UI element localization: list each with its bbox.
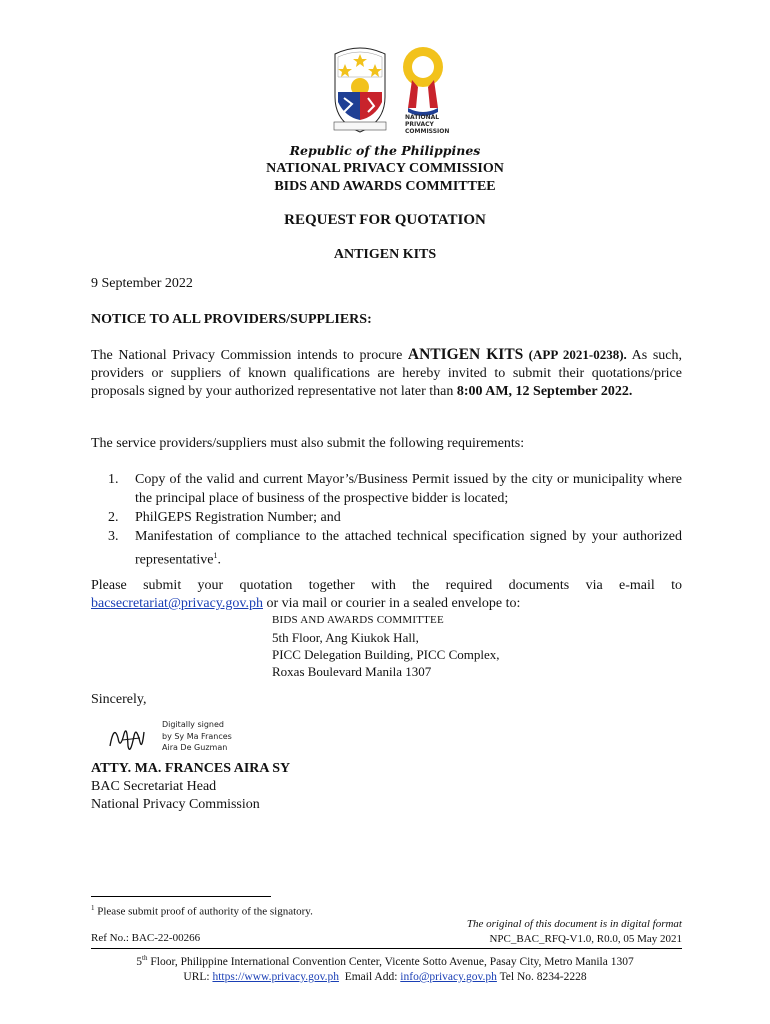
digital-signature-line: Aira De Guzman bbox=[162, 743, 228, 752]
footer-url-label: URL: bbox=[183, 970, 213, 983]
document-version-info bbox=[467, 917, 682, 947]
footnote-reference[interactable]: 1 bbox=[213, 551, 218, 560]
agency-heading bbox=[0, 160, 770, 196]
intro-item: ANTIGEN KITS bbox=[407, 346, 524, 363]
list-text-with-footnote bbox=[135, 527, 682, 570]
intro-app-number: (APP 2021-0238). bbox=[523, 347, 627, 362]
signatory-name: ATTY. MA. FRANCES AIRA SY bbox=[91, 761, 291, 776]
requirements-intro: The service providers/suppliers must also submit the following requirements: bbox=[91, 436, 525, 451]
footnote-text: Please submit proof of authority of the signatory. bbox=[94, 905, 313, 918]
list-number: 1. bbox=[108, 472, 119, 487]
intro-text: The National Privacy Commission intends to procure bbox=[91, 348, 408, 363]
address-line: PICC Delegation Building, PICC Complex, bbox=[272, 647, 500, 662]
intro-deadline: 8:00 AM, 12 September 2022. bbox=[456, 384, 633, 399]
list-text-end: . bbox=[217, 552, 222, 568]
list-number: 3. bbox=[108, 529, 119, 544]
notice-heading: NOTICE TO ALL PROVIDERS/SUPPLIERS: bbox=[91, 312, 372, 327]
requirements-list bbox=[108, 470, 682, 570]
list-text: Copy of the valid and current Mayor’s/Business Permit issued by the city or municipality where the principal place of business of the prospective bidder is located; bbox=[135, 472, 682, 506]
republic-heading: Republic of the Philippines bbox=[289, 143, 481, 158]
list-text: Manifestation of compliance to the attached technical specification signed by your authorized representative bbox=[135, 529, 682, 568]
digital-signature-stamp bbox=[162, 719, 232, 754]
list-text: PhilGEPS Registration Number; and bbox=[135, 510, 341, 525]
agency-name: NATIONAL PRIVACY COMMISSION bbox=[266, 161, 504, 176]
closing-salutation: Sincerely, bbox=[91, 692, 147, 707]
footer-address-text: Floor, Philippine International Convention Center, Vicente Sotto Avenue, Pasay City, Metro Manila 1307 bbox=[147, 955, 634, 968]
footer-divider bbox=[91, 948, 682, 949]
list-item bbox=[108, 527, 682, 570]
mailing-address bbox=[272, 612, 500, 680]
address-line: BIDS AND AWARDS COMMITTEE bbox=[272, 614, 444, 626]
footer-email-label: Email Add: bbox=[338, 970, 401, 983]
footer-address bbox=[0, 951, 770, 970]
npc-logo-line: PRIVACY bbox=[405, 121, 434, 128]
committee-name: BIDS AND AWARDS COMMITTEE bbox=[274, 179, 496, 194]
submission-text: Please submit your quotation together with the required documents via e-mail to bbox=[91, 578, 682, 593]
address-line: 5th Floor, Ang Kiukok Hall, bbox=[272, 630, 419, 645]
npc-logo-wordmark bbox=[405, 114, 449, 135]
website-link[interactable]: https://www.privacy.gov.ph bbox=[212, 970, 339, 983]
footer-address-sup: th bbox=[142, 954, 148, 962]
intro-paragraph bbox=[91, 346, 682, 401]
original-format-note: The original of this document is in digital format bbox=[466, 918, 682, 930]
footer-telephone: Tel No. 8234-2228 bbox=[496, 970, 587, 983]
document-subject: ANTIGEN KITS bbox=[333, 247, 437, 262]
footnote bbox=[91, 904, 313, 918]
footer-contacts bbox=[0, 970, 770, 985]
submission-paragraph bbox=[91, 577, 682, 613]
footer-address-floor: 5 bbox=[136, 955, 143, 968]
digital-signature-line: by Sy Ma Frances bbox=[162, 731, 232, 741]
philippine-seal-icon bbox=[334, 48, 386, 132]
footnote-divider bbox=[91, 896, 271, 897]
page-footer bbox=[0, 951, 770, 985]
npc-logo-line: NATIONAL bbox=[405, 114, 440, 121]
signatory-block bbox=[91, 760, 290, 814]
info-email-link[interactable]: info@privacy.gov.ph bbox=[400, 970, 497, 983]
document-date: 9 September 2022 bbox=[91, 276, 193, 291]
bac-email-link[interactable]: bacsecretariat@privacy.gov.ph bbox=[91, 596, 263, 611]
signatory-position: BAC Secretariat Head bbox=[91, 779, 217, 794]
signatory-office: National Privacy Commission bbox=[91, 797, 260, 812]
digital-signature-line: Digitally signed bbox=[162, 720, 224, 729]
document-version: NPC_BAC_RFQ-V1.0, R0.0, 05 May 2021 bbox=[489, 933, 682, 945]
npc-keyhole-logo-icon bbox=[403, 47, 443, 116]
list-number: 2. bbox=[108, 510, 119, 525]
list-item bbox=[108, 470, 682, 508]
document-title: REQUEST FOR QUOTATION bbox=[284, 212, 486, 228]
npc-logo-line: COMMISSION bbox=[405, 128, 450, 135]
intro-text: As such, providers or suppliers of known qualifications are hereby invited to submit their quotations/price proposals signed by your authorized representative not later than bbox=[91, 348, 682, 399]
address-line: Roxas Boulevard Manila 1307 bbox=[272, 664, 432, 679]
reference-number: Ref No.: BAC-22-00266 bbox=[91, 932, 201, 944]
submission-text: or via mail or courier in a sealed envelope to: bbox=[263, 596, 521, 611]
footnote-mark: 1 bbox=[91, 904, 95, 912]
list-item bbox=[108, 508, 682, 527]
